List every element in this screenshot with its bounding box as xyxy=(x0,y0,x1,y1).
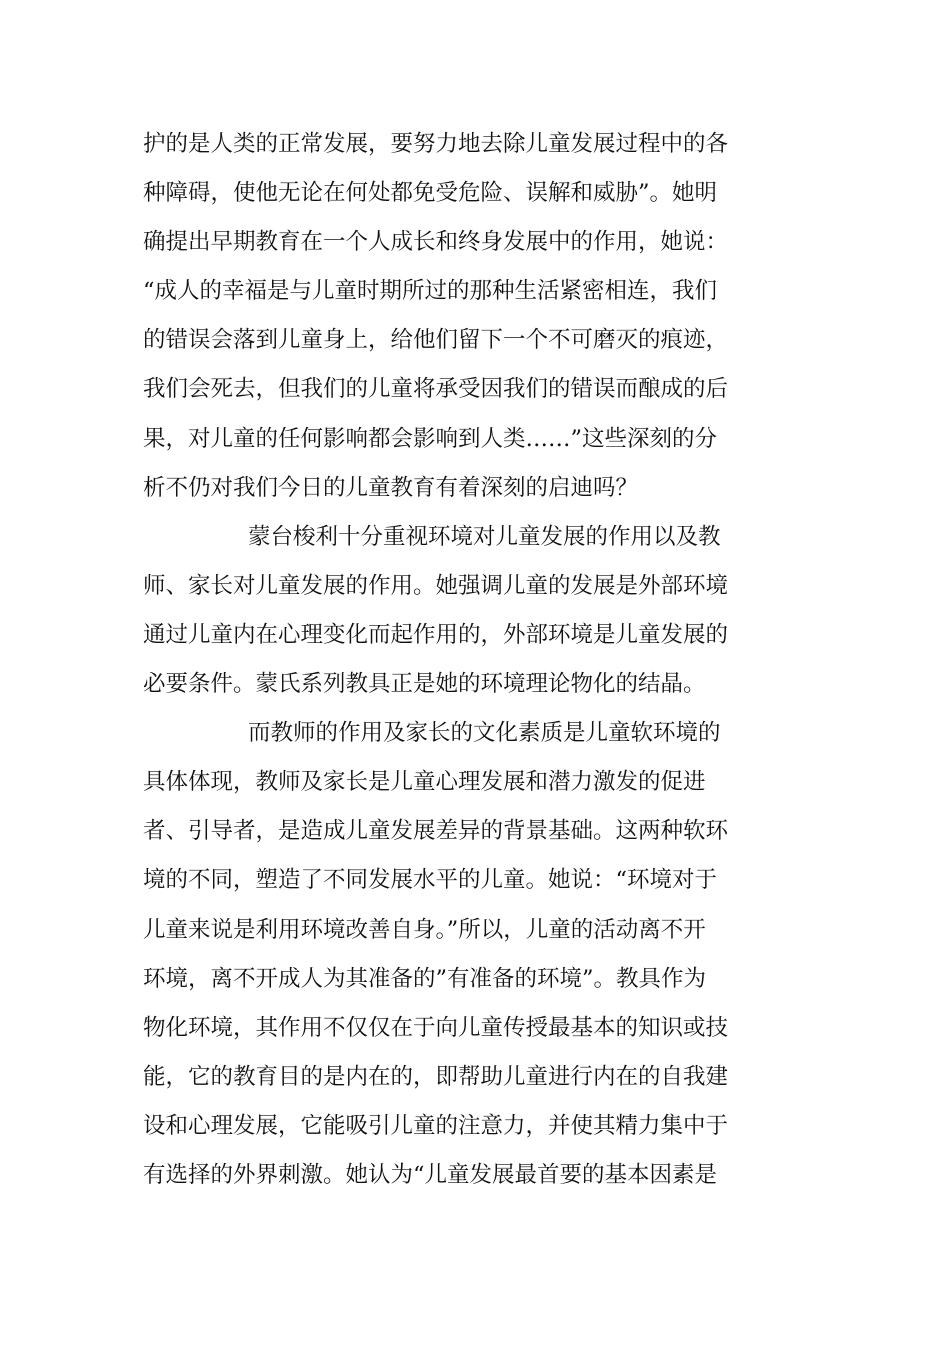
text-line: 通过儿童内在心理变化而起作用的，外部环境是儿童发展的 xyxy=(143,621,729,648)
text-line: 具体体现，教师及家长是儿童心理发展和潜力激发的促进 xyxy=(143,769,706,796)
text-line: 的错误会落到儿童身上，给他们留下一个不可磨灭的痕迹， xyxy=(143,327,729,354)
text-line: 析不仍对我们今日的儿童教育有着深刻的启迪吗？ xyxy=(143,474,639,501)
document-body xyxy=(143,120,743,1200)
text-line: 物化环境，其作用不仅仅在于向儿童传授最基本的知识或技 xyxy=(143,1014,729,1041)
text-line: 设和心理发展，它能吸引儿童的注意力，并使其精力集中于 xyxy=(143,1112,729,1139)
text-line: 种障碍，使他无论在何处都免受危险、误解和威胁”。她明 xyxy=(143,180,718,207)
paragraph-first-line: 而教师的作用及家长的文化素质是儿童软环境的 xyxy=(248,720,721,747)
text-line: “成人的幸福是与儿童时期所过的那种生活紧密相连，我们 xyxy=(143,278,718,305)
text-line: 我们会死去，但我们的儿童将承受因我们的错误而酿成的后 xyxy=(143,376,729,403)
text-line: 者、引导者，是造成儿童发展差异的背景基础。这两种软环 xyxy=(143,818,729,845)
text-line: 果，对儿童的任何影响都会影响到人类……”这些深刻的分 xyxy=(143,425,718,452)
paragraph-first-line: 蒙台梭利十分重视环境对儿童发展的作用以及教 xyxy=(248,523,721,550)
text-line: 境的不同，塑造了不同发展水平的儿童。她说：“环境对于 xyxy=(143,867,718,894)
text-line: 师、家长对儿童发展的作用。她强调儿童的发展是外部环境 xyxy=(143,572,729,599)
text-line: 有选择的外界刺激。她认为“儿童发展最首要的基本因素是 xyxy=(143,1161,718,1188)
text-line: 确提出早期教育在一个人成长和终身发展中的作用，她说： xyxy=(143,229,729,256)
text-line: 儿童来说是利用环境改善自身。”所以，儿童的活动离不开 xyxy=(143,916,706,943)
text-line: 环境，离不开成人为其准备的”有准备的环境”。教具作为 xyxy=(143,965,707,992)
text-line: 能，它的教育目的是内在的，即帮助儿童进行内在的自我建 xyxy=(143,1063,729,1090)
text-line: 护的是人类的正常发展，要努力地去除儿童发展过程中的各 xyxy=(143,131,729,157)
text-line: 必要条件。蒙氏系列教具正是她的环境理论物化的结晶。 xyxy=(143,671,706,698)
